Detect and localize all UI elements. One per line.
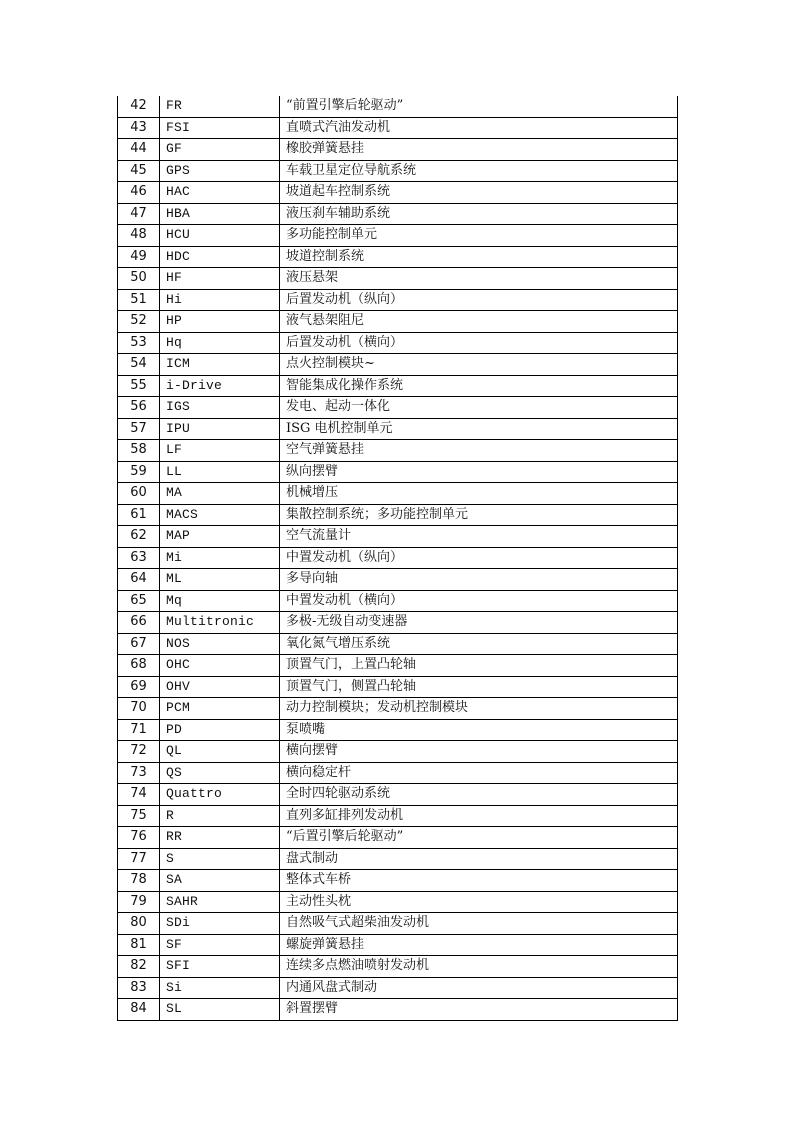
table-row bbox=[118, 117, 678, 139]
description-cell: 螺旋弹簧悬挂 bbox=[280, 934, 678, 956]
abbreviation-cell: FR bbox=[160, 96, 280, 117]
abbreviation-cell: ML bbox=[160, 569, 280, 591]
description-cell: 泵喷嘴 bbox=[280, 719, 678, 741]
abbreviation-cell: PCM bbox=[160, 698, 280, 720]
description-cell: 直喷式汽油发动机 bbox=[280, 117, 678, 139]
table-row bbox=[118, 848, 678, 870]
table-row bbox=[118, 246, 678, 268]
table-row bbox=[118, 203, 678, 225]
table-row bbox=[118, 418, 678, 440]
description-cell: 坡道控制系统 bbox=[280, 246, 678, 268]
table-row bbox=[118, 569, 678, 591]
abbreviation-cell: LF bbox=[160, 440, 280, 462]
abbreviation-cell: i-Drive bbox=[160, 375, 280, 397]
table-row bbox=[118, 160, 678, 182]
table-row bbox=[118, 655, 678, 677]
abbreviation-cell: Si bbox=[160, 977, 280, 999]
row-number: 59 bbox=[118, 461, 160, 483]
description-cell: 全时四轮驱动系统 bbox=[280, 784, 678, 806]
table-row bbox=[118, 268, 678, 290]
row-number: 51 bbox=[118, 289, 160, 311]
description-cell: 氧化氮气增压系统 bbox=[280, 633, 678, 655]
row-number: 42 bbox=[118, 96, 160, 117]
abbreviation-cell: HBA bbox=[160, 203, 280, 225]
description-cell: “后置引擎后轮驱动” bbox=[280, 827, 678, 849]
row-number: 66 bbox=[118, 612, 160, 634]
row-number: 48 bbox=[118, 225, 160, 247]
row-number: 65 bbox=[118, 590, 160, 612]
table-row bbox=[118, 612, 678, 634]
description-cell: 空气流量计 bbox=[280, 526, 678, 548]
description-cell: 斜置摆臂 bbox=[280, 999, 678, 1021]
description-cell: 连续多点燃油喷射发动机 bbox=[280, 956, 678, 978]
row-number: 64 bbox=[118, 569, 160, 591]
abbreviation-cell: SDi bbox=[160, 913, 280, 935]
row-number: 70 bbox=[118, 698, 160, 720]
row-number: 84 bbox=[118, 999, 160, 1021]
description-cell: 橡胶弹簧悬挂 bbox=[280, 139, 678, 161]
description-cell: 后置发动机（纵向） bbox=[280, 289, 678, 311]
abbreviation-cell: IPU bbox=[160, 418, 280, 440]
row-number: 82 bbox=[118, 956, 160, 978]
abbreviation-cell: Multitronic bbox=[160, 612, 280, 634]
row-number: 56 bbox=[118, 397, 160, 419]
table-row bbox=[118, 354, 678, 376]
row-number: 62 bbox=[118, 526, 160, 548]
abbreviation-cell: GF bbox=[160, 139, 280, 161]
abbreviation-cell: FSI bbox=[160, 117, 280, 139]
description-cell: 主动性头枕 bbox=[280, 891, 678, 913]
row-number: 45 bbox=[118, 160, 160, 182]
description-cell: 多功能控制单元 bbox=[280, 225, 678, 247]
row-number: 73 bbox=[118, 762, 160, 784]
abbreviation-cell: Quattro bbox=[160, 784, 280, 806]
table-row bbox=[118, 590, 678, 612]
row-number: 78 bbox=[118, 870, 160, 892]
row-number: 79 bbox=[118, 891, 160, 913]
description-cell: 整体式车桥 bbox=[280, 870, 678, 892]
description-cell: 纵向摆臂 bbox=[280, 461, 678, 483]
table-row bbox=[118, 504, 678, 526]
description-cell: 发电、起动一体化 bbox=[280, 397, 678, 419]
abbreviation-table bbox=[117, 96, 678, 1021]
row-number: 60 bbox=[118, 483, 160, 505]
description-cell: 多导向轴 bbox=[280, 569, 678, 591]
table-row bbox=[118, 762, 678, 784]
table-row bbox=[118, 934, 678, 956]
abbreviation-cell: Mi bbox=[160, 547, 280, 569]
description-cell: 集散控制系统；多功能控制单元 bbox=[280, 504, 678, 526]
row-number: 47 bbox=[118, 203, 160, 225]
table-row bbox=[118, 698, 678, 720]
abbreviation-cell: SL bbox=[160, 999, 280, 1021]
abbreviation-cell: HCU bbox=[160, 225, 280, 247]
table-row bbox=[118, 440, 678, 462]
table-row bbox=[118, 784, 678, 806]
row-number: 50 bbox=[118, 268, 160, 290]
abbreviation-cell: NOS bbox=[160, 633, 280, 655]
description-cell: 机械增压 bbox=[280, 483, 678, 505]
table-row bbox=[118, 375, 678, 397]
abbreviation-cell: HAC bbox=[160, 182, 280, 204]
row-number: 63 bbox=[118, 547, 160, 569]
abbreviation-cell: ICM bbox=[160, 354, 280, 376]
row-number: 52 bbox=[118, 311, 160, 333]
table-row bbox=[118, 977, 678, 999]
description-cell: 动力控制模块；发动机控制模块 bbox=[280, 698, 678, 720]
abbreviation-cell: HDC bbox=[160, 246, 280, 268]
description-cell: 中置发动机（横向） bbox=[280, 590, 678, 612]
row-number: 57 bbox=[118, 418, 160, 440]
abbreviation-cell: SA bbox=[160, 870, 280, 892]
row-number: 55 bbox=[118, 375, 160, 397]
row-number: 67 bbox=[118, 633, 160, 655]
table-row bbox=[118, 827, 678, 849]
description-cell: 直列多缸排列发动机 bbox=[280, 805, 678, 827]
table-row bbox=[118, 483, 678, 505]
row-number: 75 bbox=[118, 805, 160, 827]
table-row bbox=[118, 311, 678, 333]
table-row bbox=[118, 805, 678, 827]
description-cell: “前置引擎后轮驱动” bbox=[280, 96, 678, 117]
abbreviation-cell: MACS bbox=[160, 504, 280, 526]
abbreviation-cell: LL bbox=[160, 461, 280, 483]
row-number: 74 bbox=[118, 784, 160, 806]
description-cell: 横向稳定杆 bbox=[280, 762, 678, 784]
description-cell: 自然吸气式超柴油发动机 bbox=[280, 913, 678, 935]
abbreviation-cell: SF bbox=[160, 934, 280, 956]
description-cell: 盘式制动 bbox=[280, 848, 678, 870]
description-cell: 内通风盘式制动 bbox=[280, 977, 678, 999]
abbreviation-cell: OHC bbox=[160, 655, 280, 677]
table-row bbox=[118, 397, 678, 419]
abbreviation-cell: HF bbox=[160, 268, 280, 290]
table-row bbox=[118, 96, 678, 117]
description-cell: ISG 电机控制单元 bbox=[280, 418, 678, 440]
abbreviation-cell: GPS bbox=[160, 160, 280, 182]
row-number: 76 bbox=[118, 827, 160, 849]
row-number: 53 bbox=[118, 332, 160, 354]
row-number: 80 bbox=[118, 913, 160, 935]
row-number: 43 bbox=[118, 117, 160, 139]
row-number: 54 bbox=[118, 354, 160, 376]
table-row bbox=[118, 870, 678, 892]
row-number: 68 bbox=[118, 655, 160, 677]
table-row bbox=[118, 676, 678, 698]
abbreviation-cell: OHV bbox=[160, 676, 280, 698]
table-row bbox=[118, 225, 678, 247]
row-number: 71 bbox=[118, 719, 160, 741]
row-number: 72 bbox=[118, 741, 160, 763]
abbreviation-cell: QL bbox=[160, 741, 280, 763]
abbreviation-cell: PD bbox=[160, 719, 280, 741]
abbreviation-cell: HP bbox=[160, 311, 280, 333]
abbreviation-cell: Hi bbox=[160, 289, 280, 311]
table-row bbox=[118, 891, 678, 913]
table-row bbox=[118, 741, 678, 763]
abbreviation-cell: R bbox=[160, 805, 280, 827]
table-row bbox=[118, 182, 678, 204]
abbreviation-cell: Mq bbox=[160, 590, 280, 612]
description-cell: 点火控制模块~ bbox=[280, 354, 678, 376]
table-row bbox=[118, 547, 678, 569]
table-row bbox=[118, 999, 678, 1021]
row-number: 44 bbox=[118, 139, 160, 161]
row-number: 49 bbox=[118, 246, 160, 268]
table-row bbox=[118, 719, 678, 741]
table-row bbox=[118, 461, 678, 483]
row-number: 61 bbox=[118, 504, 160, 526]
table-row bbox=[118, 913, 678, 935]
row-number: 83 bbox=[118, 977, 160, 999]
abbreviation-cell: SFI bbox=[160, 956, 280, 978]
description-cell: 横向摆臂 bbox=[280, 741, 678, 763]
description-cell: 车载卫星定位导航系统 bbox=[280, 160, 678, 182]
description-cell: 液气悬架阻尼 bbox=[280, 311, 678, 333]
row-number: 81 bbox=[118, 934, 160, 956]
table-row bbox=[118, 139, 678, 161]
table-row bbox=[118, 526, 678, 548]
abbreviation-cell: S bbox=[160, 848, 280, 870]
description-cell: 顶置气门，上置凸轮轴 bbox=[280, 655, 678, 677]
description-cell: 后置发动机（横向） bbox=[280, 332, 678, 354]
table-row bbox=[118, 289, 678, 311]
description-cell: 液压刹车辅助系统 bbox=[280, 203, 678, 225]
table-body bbox=[118, 96, 678, 1020]
description-cell: 顶置气门，侧置凸轮轴 bbox=[280, 676, 678, 698]
abbreviation-cell: MA bbox=[160, 483, 280, 505]
description-cell: 空气弹簧悬挂 bbox=[280, 440, 678, 462]
abbreviation-cell: RR bbox=[160, 827, 280, 849]
table-row bbox=[118, 633, 678, 655]
row-number: 58 bbox=[118, 440, 160, 462]
table-row bbox=[118, 956, 678, 978]
description-cell: 中置发动机（纵向） bbox=[280, 547, 678, 569]
row-number: 77 bbox=[118, 848, 160, 870]
description-cell: 智能集成化操作系统 bbox=[280, 375, 678, 397]
abbreviation-cell: SAHR bbox=[160, 891, 280, 913]
description-cell: 多极-无级自动变速器 bbox=[280, 612, 678, 634]
abbreviation-cell: IGS bbox=[160, 397, 280, 419]
description-cell: 液压悬架 bbox=[280, 268, 678, 290]
abbreviation-cell: MAP bbox=[160, 526, 280, 548]
abbreviation-cell: Hq bbox=[160, 332, 280, 354]
row-number: 69 bbox=[118, 676, 160, 698]
row-number: 46 bbox=[118, 182, 160, 204]
abbreviation-cell: QS bbox=[160, 762, 280, 784]
description-cell: 坡道起车控制系统 bbox=[280, 182, 678, 204]
table-row bbox=[118, 332, 678, 354]
